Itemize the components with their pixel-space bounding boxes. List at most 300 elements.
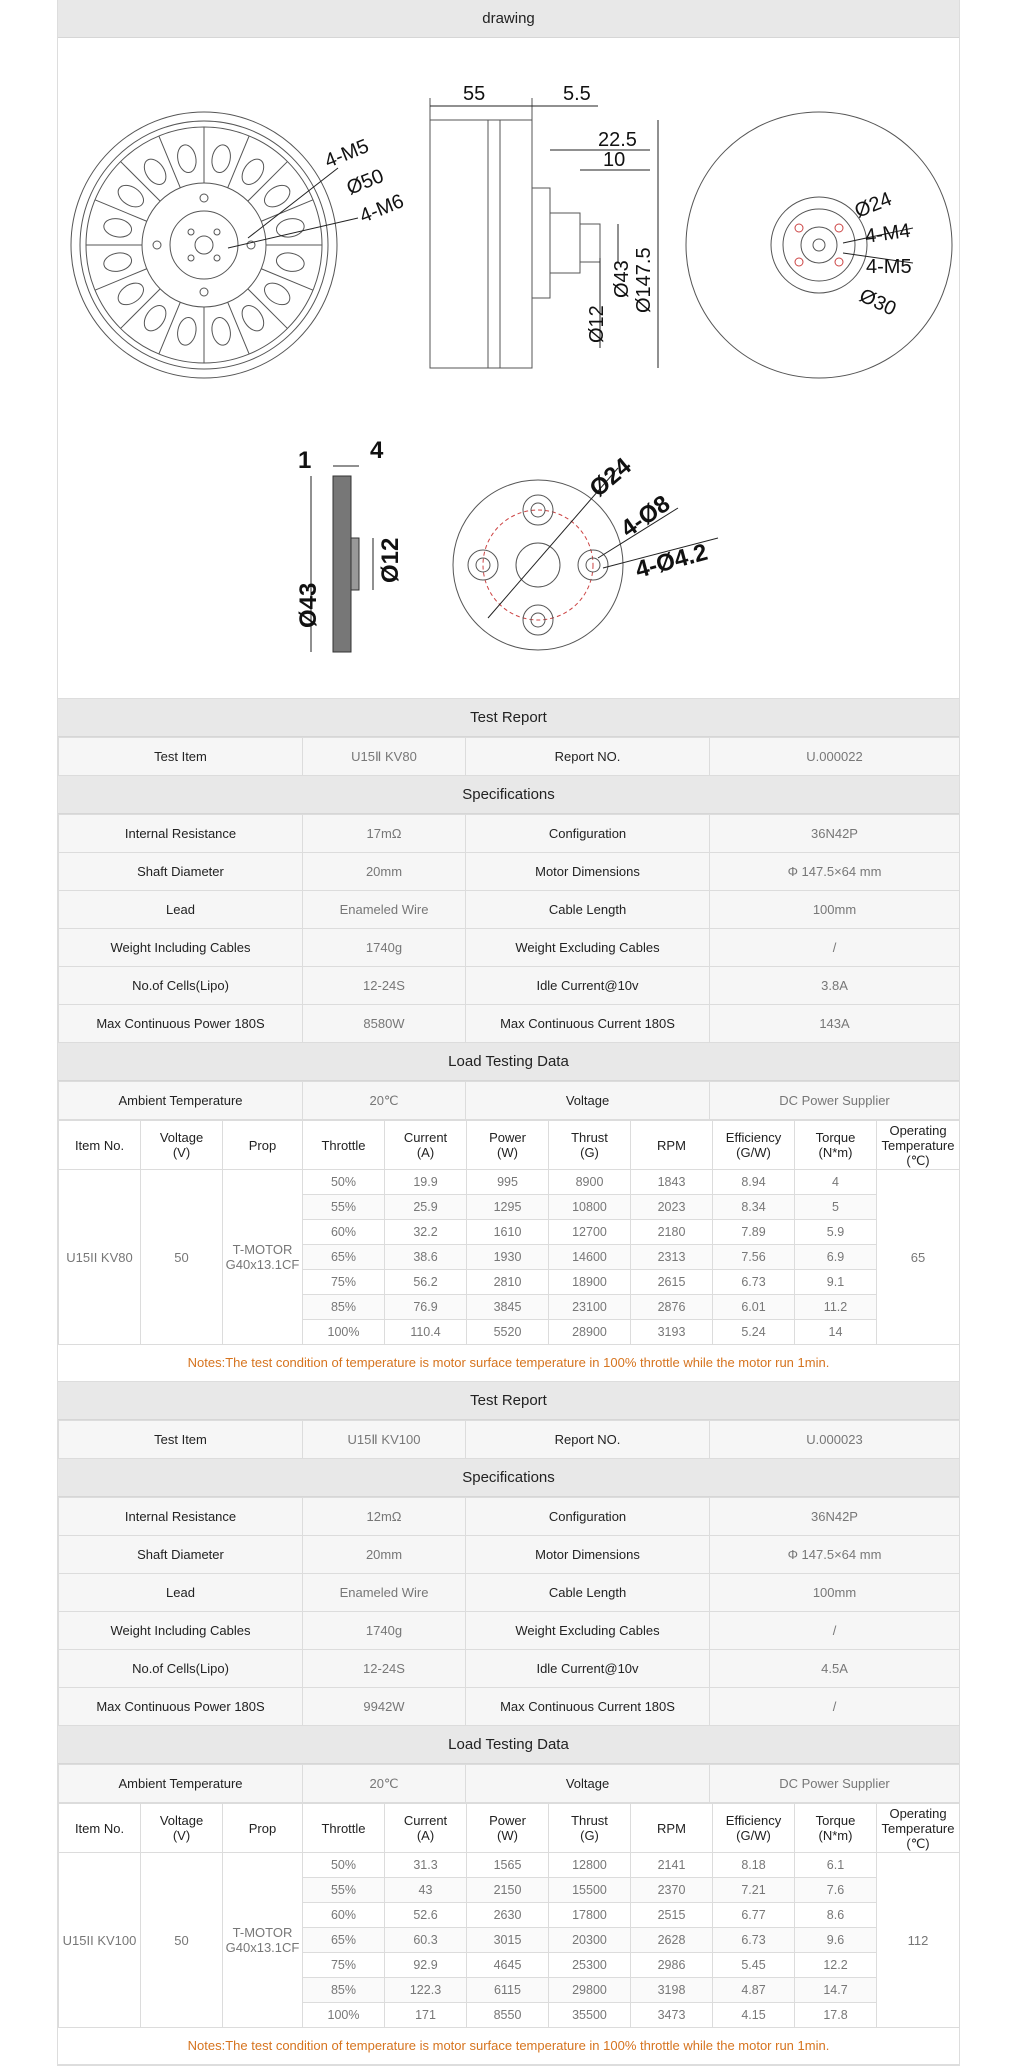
column-header-line: (W) [497, 1145, 518, 1160]
table-cell: 5.24 [713, 1320, 795, 1345]
load-testing-header: Load Testing Data [58, 1043, 959, 1081]
side-d147-label: Ø147.5 [633, 247, 655, 313]
column-header [467, 1121, 549, 1170]
table-cell: 14600 [549, 1245, 631, 1270]
ambient-temperature-label: Ambient Temperature [59, 1082, 303, 1120]
table-cell: 52.6 [385, 1903, 467, 1928]
test-report-header: Test Report [58, 1382, 959, 1420]
side-d12-label: Ø12 [586, 305, 608, 343]
spec-label: Motor Dimensions [466, 853, 710, 891]
column-header [549, 1804, 631, 1853]
spec-label: Max Continuous Current 180S [466, 1005, 710, 1043]
table-cell: 75% [303, 1953, 385, 1978]
spec-label: Cable Length [466, 1574, 710, 1612]
front-view-drawing [71, 112, 358, 378]
column-header [795, 1804, 877, 1853]
table-cell: 7.6 [795, 1878, 877, 1903]
table-cell: 2370 [631, 1878, 713, 1903]
rim-slot [261, 279, 294, 310]
spec-row [59, 1612, 960, 1650]
table-cell: 4.15 [713, 2003, 795, 2028]
spec-row [59, 929, 960, 967]
column-header [795, 1121, 877, 1170]
column-header-line: Torque [815, 1130, 856, 1145]
spec-value: / [710, 1688, 960, 1726]
table-cell: 12.2 [795, 1953, 877, 1978]
table-cell: 7.56 [713, 1245, 795, 1270]
spoke-line [159, 136, 180, 188]
column-header [713, 1804, 795, 1853]
table-cell: 7.89 [713, 1220, 795, 1245]
column-header-line: Current [403, 1130, 448, 1145]
rim-slot [238, 155, 269, 188]
spoke-line [121, 162, 161, 202]
table-cell: 6115 [467, 1978, 549, 2003]
column-header-line: Item No. [74, 1820, 125, 1836]
table-cell: 8.6 [795, 1903, 877, 1928]
voltage-cell: 50 [141, 1853, 223, 2028]
adapter-1-label: 1 [298, 447, 312, 474]
spec-value: 20mm [303, 853, 466, 891]
column-header-line: Prop [248, 1820, 277, 1836]
column-header [223, 1121, 303, 1170]
report-kv100 [58, 1382, 959, 2065]
report-no-value: U.000022 [710, 738, 960, 776]
adapter-d12-label: Ø12 [377, 537, 404, 583]
rim-slot [140, 155, 171, 188]
table-cell: 32.2 [385, 1220, 467, 1245]
ambient-temperature-value: 20℃ [303, 1082, 466, 1120]
column-header-line: Throttle [321, 1820, 366, 1836]
table-cell: 6.73 [713, 1270, 795, 1295]
spec-value: 12-24S [303, 1650, 466, 1688]
rim-slot [210, 143, 233, 174]
table-cell: 2515 [631, 1903, 713, 1928]
spec-row [59, 967, 960, 1005]
column-header [467, 1804, 549, 1853]
table-cell: 4 [795, 1170, 877, 1195]
table-cell: 12800 [549, 1853, 631, 1878]
rim-slot [140, 302, 171, 335]
load-testing-table [58, 1803, 960, 2028]
test-item-table [58, 737, 960, 776]
column-header-line: Voltage [159, 1813, 204, 1828]
column-header-line: RPM [657, 1137, 686, 1153]
spoke-line [261, 269, 313, 290]
table-cell: 8900 [549, 1170, 631, 1195]
spec-label: Motor Dimensions [466, 1536, 710, 1574]
table-row [59, 1170, 960, 1195]
table-cell: 2023 [631, 1195, 713, 1220]
column-header-line: (G) [580, 1145, 599, 1160]
spec-value: 9942W [303, 1688, 466, 1726]
report-kv80 [58, 699, 959, 1382]
motor-drawing-svg [58, 38, 959, 698]
spec-row [59, 1688, 960, 1726]
table-cell: 9.6 [795, 1928, 877, 1953]
side-5-5-label: 5.5 [563, 83, 591, 105]
table-cell: 6.01 [713, 1295, 795, 1320]
spec-value: Enameled Wire [303, 1574, 466, 1612]
table-cell: 55% [303, 1195, 385, 1220]
table-cell: 6.77 [713, 1903, 795, 1928]
spec-rows [59, 1498, 960, 1726]
test-item-table [58, 1420, 960, 1459]
report-no-label: Report NO. [466, 738, 710, 776]
column-header-line: Efficiency [725, 1130, 782, 1145]
column-header-line: Temperature [881, 1137, 955, 1153]
table-cell: 122.3 [385, 1978, 467, 2003]
column-header-line: Torque [815, 1813, 856, 1828]
spec-value: 1740g [303, 929, 466, 967]
table-row [59, 1853, 960, 1878]
table-cell: 2630 [467, 1903, 549, 1928]
table-cell: 1610 [467, 1220, 549, 1245]
table-cell: 10800 [549, 1195, 631, 1220]
table-cell: 100% [303, 1320, 385, 1345]
table-cell: 55% [303, 1878, 385, 1903]
table-cell: 15500 [549, 1878, 631, 1903]
table-cell: 2876 [631, 1295, 713, 1320]
table-cell: 25.9 [385, 1195, 467, 1220]
column-header [59, 1804, 141, 1853]
table-cell: 43 [385, 1878, 467, 1903]
table-cell: 76.9 [385, 1295, 467, 1320]
table-cell: 2628 [631, 1928, 713, 1953]
table-cell: 1565 [467, 1853, 549, 1878]
spec-value: 3.8A [710, 967, 960, 1005]
column-header-line: (G/W) [736, 1145, 771, 1160]
spec-label: Idle Current@10v [466, 1650, 710, 1688]
table-cell: 3198 [631, 1978, 713, 2003]
column-header-line: (V) [172, 1828, 191, 1843]
technical-drawing [58, 38, 959, 699]
table-cell: 75% [303, 1270, 385, 1295]
rim-slot [102, 251, 133, 274]
table-cell: 65% [303, 1928, 385, 1953]
spec-value: Φ 147.5×64 mm [710, 853, 960, 891]
back-m5-label: 4-M5 [866, 256, 912, 278]
column-header-line: (℃) [906, 1835, 930, 1851]
table-cell: 3845 [467, 1295, 549, 1320]
spec-value: 12mΩ [303, 1498, 466, 1536]
rim-slot [238, 302, 269, 335]
table-cell: 7.21 [713, 1878, 795, 1903]
spec-label: No.of Cells(Lipo) [59, 1650, 303, 1688]
table-cell: 9.1 [795, 1270, 877, 1295]
spec-sheet [57, 0, 960, 2066]
item-no-cell: U15II KV80 [59, 1170, 141, 1345]
table-cell: 5 [795, 1195, 877, 1220]
column-header [877, 1804, 960, 1853]
spec-label: Shaft Diameter [59, 853, 303, 891]
column-header-line: (G/W) [736, 1828, 771, 1843]
adapter-d24-label: Ø24 [584, 452, 637, 503]
table-cell: 6.9 [795, 1245, 877, 1270]
column-header [59, 1121, 141, 1170]
spec-label: Internal Resistance [59, 1498, 303, 1536]
spec-label: Lead [59, 1574, 303, 1612]
spec-label: Idle Current@10v [466, 967, 710, 1005]
spec-row [59, 1574, 960, 1612]
table-cell: 28900 [549, 1320, 631, 1345]
spec-value: 1740g [303, 1612, 466, 1650]
table-cell: 60% [303, 1220, 385, 1245]
rim-slot [210, 316, 233, 347]
item-no-cell: U15II KV100 [59, 1853, 141, 2028]
column-header-line: Power [489, 1130, 526, 1145]
column-header [385, 1121, 467, 1170]
test-report-header: Test Report [58, 699, 959, 737]
load-table-header-row [59, 1804, 960, 1853]
voltage-cell: 50 [141, 1170, 223, 1345]
specifications-table [58, 1497, 960, 1726]
table-cell: 8.34 [713, 1195, 795, 1220]
column-header-line: Prop [248, 1137, 277, 1153]
column-header [877, 1121, 960, 1170]
prop-cell [223, 1853, 303, 2028]
prop-line: T-MOTOR [232, 1925, 293, 1940]
prop-line: G40x13.1CF [225, 1940, 300, 1955]
table-cell: 85% [303, 1978, 385, 2003]
prop-line: T-MOTOR [232, 1242, 293, 1257]
spoke-line [261, 200, 313, 221]
table-cell: 11.2 [795, 1295, 877, 1320]
spec-label: Configuration [466, 815, 710, 853]
table-cell: 85% [303, 1295, 385, 1320]
side-22-5-label: 22.5 [598, 129, 637, 151]
specifications-header: Specifications [58, 776, 959, 814]
table-cell: 2986 [631, 1953, 713, 1978]
test-item-value: U15Ⅱ KV100 [303, 1421, 466, 1459]
front-d50-label: Ø50 [343, 165, 387, 200]
table-cell: 100% [303, 2003, 385, 2028]
spoke-line [248, 162, 288, 202]
ambient-temperature-value: 20℃ [303, 1765, 466, 1803]
side-10-label: 10 [603, 149, 626, 171]
spec-label: Max Continuous Power 180S [59, 1005, 303, 1043]
spec-row [59, 891, 960, 929]
table-cell: 14 [795, 1320, 877, 1345]
table-cell: 6.1 [795, 1853, 877, 1878]
column-header-line: (A) [416, 1828, 435, 1843]
column-header-line: (W) [497, 1828, 518, 1843]
spec-value: 143A [710, 1005, 960, 1043]
spec-label: Weight Including Cables [59, 1612, 303, 1650]
table-cell: 6.73 [713, 1928, 795, 1953]
spec-row [59, 853, 960, 891]
table-cell: 1843 [631, 1170, 713, 1195]
column-header [303, 1804, 385, 1853]
spec-value: 12-24S [303, 967, 466, 1005]
spec-value: / [710, 929, 960, 967]
spec-value: / [710, 1612, 960, 1650]
test-note: Notes:The test condition of temperature is motor surface temperature in 100% throttle while the motor run 1min. [58, 2028, 959, 2065]
spec-row [59, 1005, 960, 1043]
table-cell: 2141 [631, 1853, 713, 1878]
ambient-table [58, 1081, 960, 1120]
spec-label: Cable Length [466, 891, 710, 929]
test-item-value: U15Ⅱ KV80 [303, 738, 466, 776]
rim-slot [102, 216, 133, 239]
spec-value: 17mΩ [303, 815, 466, 853]
ambient-table [58, 1764, 960, 1803]
column-header [631, 1121, 713, 1170]
column-header-line: Thrust [571, 1130, 608, 1145]
spec-value: 20mm [303, 1536, 466, 1574]
table-cell: 56.2 [385, 1270, 467, 1295]
column-header [385, 1804, 467, 1853]
adapter-d4-2-label: 4-Ø4.2 [632, 538, 711, 584]
spec-label: Configuration [466, 1498, 710, 1536]
table-cell: 31.3 [385, 1853, 467, 1878]
spec-row [59, 1498, 960, 1536]
table-cell: 17800 [549, 1903, 631, 1928]
adapter-d43-label: Ø43 [295, 582, 322, 628]
spec-value: 36N42P [710, 1498, 960, 1536]
spec-label: Weight Excluding Cables [466, 929, 710, 967]
table-cell: 35500 [549, 2003, 631, 2028]
column-header-line: (N*m) [818, 1828, 853, 1843]
table-cell: 20300 [549, 1928, 631, 1953]
table-cell: 5.9 [795, 1220, 877, 1245]
operating-temperature-cell: 112 [877, 1853, 960, 2028]
table-cell: 2615 [631, 1270, 713, 1295]
column-header [631, 1804, 713, 1853]
rim-slot [275, 251, 306, 274]
table-cell: 110.4 [385, 1320, 467, 1345]
table-cell: 12700 [549, 1220, 631, 1245]
spec-value: 8580W [303, 1005, 466, 1043]
side-55-label: 55 [463, 83, 486, 105]
spec-label: No.of Cells(Lipo) [59, 967, 303, 1005]
table-cell: 50% [303, 1853, 385, 1878]
spoke-line [121, 289, 161, 329]
column-header-line: Current [403, 1813, 448, 1828]
table-cell: 2150 [467, 1878, 549, 1903]
back-m4-label: 4-M4 [863, 219, 912, 248]
column-header-line: (A) [416, 1145, 435, 1160]
table-cell: 65% [303, 1245, 385, 1270]
column-header-line: RPM [657, 1820, 686, 1836]
spec-value: 36N42P [710, 815, 960, 853]
table-cell: 60% [303, 1903, 385, 1928]
table-cell: 4.87 [713, 1978, 795, 2003]
load-testing-header: Load Testing Data [58, 1726, 959, 1764]
table-cell: 5.45 [713, 1953, 795, 1978]
voltage-value: DC Power Supplier [710, 1765, 960, 1803]
column-header [141, 1121, 223, 1170]
spoke-line [228, 136, 249, 188]
spoke-line [95, 200, 147, 221]
table-cell: 29800 [549, 1978, 631, 2003]
spec-value: Φ 147.5×64 mm [710, 1536, 960, 1574]
table-cell: 18900 [549, 1270, 631, 1295]
table-cell: 19.9 [385, 1170, 467, 1195]
table-cell: 38.6 [385, 1245, 467, 1270]
table-cell: 2810 [467, 1270, 549, 1295]
voltage-label: Voltage [466, 1082, 710, 1120]
table-cell: 1295 [467, 1195, 549, 1220]
table-cell: 171 [385, 2003, 467, 2028]
column-header-line: Efficiency [725, 1813, 782, 1828]
table-cell: 60.3 [385, 1928, 467, 1953]
spec-row [59, 1536, 960, 1574]
column-header [223, 1804, 303, 1853]
column-header [713, 1121, 795, 1170]
column-header-line: Voltage [159, 1130, 204, 1145]
report-no-value: U.000023 [710, 1421, 960, 1459]
spoke-line [159, 302, 180, 354]
column-header [141, 1804, 223, 1853]
voltage-value: DC Power Supplier [710, 1082, 960, 1120]
adapter-4-label: 4 [370, 437, 384, 464]
ambient-temperature-label: Ambient Temperature [59, 1765, 303, 1803]
load-testing-table [58, 1120, 960, 1345]
adapter-d8-label: 4-Ø8 [615, 490, 676, 543]
table-cell: 23100 [549, 1295, 631, 1320]
column-header-line: (V) [172, 1145, 191, 1160]
test-note: Notes:The test condition of temperature is motor surface temperature in 100% throttle while the motor run 1min. [58, 1345, 959, 1382]
column-header-line: Thrust [571, 1813, 608, 1828]
test-item-label: Test Item [59, 738, 303, 776]
table-cell: 8.94 [713, 1170, 795, 1195]
table-cell: 3015 [467, 1928, 549, 1953]
column-header-line: Temperature [881, 1820, 955, 1836]
side-d43-label: Ø43 [611, 260, 633, 298]
column-header-line: Item No. [74, 1137, 125, 1153]
operating-temperature-cell: 65 [877, 1170, 960, 1345]
report-no-label: Report NO. [466, 1421, 710, 1459]
column-header [549, 1121, 631, 1170]
column-header-line: (G) [580, 1828, 599, 1843]
table-cell: 1930 [467, 1245, 549, 1270]
back-d24-label: Ø24 [851, 188, 895, 223]
column-header-line: Power [489, 1813, 526, 1828]
voltage-label: Voltage [466, 1765, 710, 1803]
table-cell: 92.9 [385, 1953, 467, 1978]
front-m6-label: 4-M6 [356, 190, 408, 228]
rim-slot [175, 143, 198, 174]
spec-label: Internal Resistance [59, 815, 303, 853]
test-item-label: Test Item [59, 1421, 303, 1459]
spec-label: Weight Excluding Cables [466, 1612, 710, 1650]
table-cell: 995 [467, 1170, 549, 1195]
column-header-line: (N*m) [818, 1145, 853, 1160]
table-cell: 50% [303, 1170, 385, 1195]
spec-value: 100mm [710, 891, 960, 929]
spec-label: Weight Including Cables [59, 929, 303, 967]
table-cell: 5520 [467, 1320, 549, 1345]
back-view-drawing [686, 112, 952, 378]
spec-value: 4.5A [710, 1650, 960, 1688]
drawing-header: drawing [58, 0, 959, 38]
column-header-line: Operating [889, 1805, 947, 1821]
spec-row [59, 815, 960, 853]
spec-value: Enameled Wire [303, 891, 466, 929]
table-cell: 8.18 [713, 1853, 795, 1878]
table-cell: 3193 [631, 1320, 713, 1345]
table-cell: 8550 [467, 2003, 549, 2028]
table-cell: 17.8 [795, 2003, 877, 2028]
column-header-line: Operating [889, 1122, 947, 1138]
column-header [303, 1121, 385, 1170]
specifications-table [58, 814, 960, 1043]
prop-cell [223, 1170, 303, 1345]
spoke-line [248, 289, 288, 329]
table-cell: 4645 [467, 1953, 549, 1978]
spec-label: Max Continuous Current 180S [466, 1688, 710, 1726]
